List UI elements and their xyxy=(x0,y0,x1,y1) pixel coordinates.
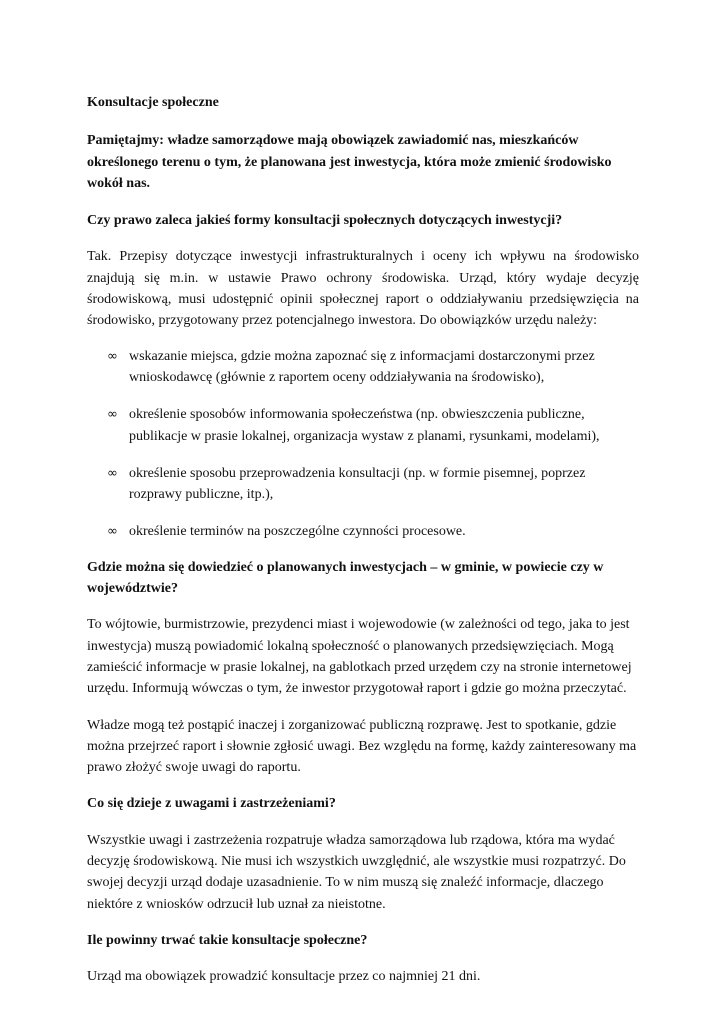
answer-1: Tak. Przepisy dotyczące inwestycji infrastrukturalnych i oceny ich wpływu na środowisko znajdują się m.in. w ustawie Prawo ochrony środowiska. Urząd, który wydaje decyzję środowiskową, musi udostępnić opinii społecznej raport o oddziaływaniu przedsięwzięcia na środowisko, przygotowany przez potencjalnego inwestora. Do obowiązków urzędu należy: xyxy=(87,249,639,329)
list-item-text: określenie sposobów informowania społeczeństwa (np. obwieszczenia publiczne, publikacje w prasie lokalnej, organizacja wystaw z planami, rysunkami, modelami), xyxy=(129,407,600,444)
list-item xyxy=(87,521,639,542)
list-item-text: wskazanie miejsca, gdzie można zapoznać się z informacjami dostarczonymi przez wnioskodawcę (głównie z raportem oceny oddziaływania na środowisko), xyxy=(129,348,595,385)
infinity-bullet-icon: ∞ xyxy=(107,524,118,540)
answer-2-paragraph-2: Władze mogą też postąpić inaczej i zorganizować publiczną rozprawę. Jest to spotkanie, gdzie można przejrzeć raport i słownie zgłosić uwagi. Bez względu na formę, każdy zainteresowany ma prawo złożyć swoje uwagi do raportu. xyxy=(87,717,637,776)
question-4: Ile powinny trwać takie konsultacje społeczne? xyxy=(87,932,368,948)
obligations-list xyxy=(87,346,639,543)
list-item xyxy=(87,463,639,506)
intro-paragraph: Pamiętajmy: władze samorządowe mają obowiązek zawiadomić nas, mieszkańców określonego terenu o tym, że planowana jest inwestycja, która może zmienić środowisko wokół nas. xyxy=(87,133,612,191)
answer-4: Urząd ma obowiązek prowadzić konsultacje przez co najmniej 21 dni. xyxy=(87,969,481,985)
document-title: Konsultacje społeczne xyxy=(87,95,219,110)
document-page xyxy=(87,92,639,988)
infinity-bullet-icon: ∞ xyxy=(107,407,118,423)
question-1: Czy prawo zaleca jakieś formy konsultacji społecznych dotyczących inwestycji? xyxy=(87,213,563,229)
question-2: Gdzie można się dowiedzieć o planowanych inwestycjach – w gminie, w powiecie czy w województwie? xyxy=(87,559,604,597)
list-item xyxy=(87,404,639,447)
list-item xyxy=(87,346,639,389)
answer-2-paragraph-1: To wójtowie, burmistrzowie, prezydenci miast i wojewodowie (w zależności od tego, jaka to jest inwestycja) muszą powiadomić lokalną społeczność o planowanych przedsięwzięciach. Mogą zamieścić informacje w prasie lokalnej, na gablotkach przed urzędem czy na stronie internetowej urzędu. Informują wówczas o tym, że inwestor przygotował raport i gdzie go można przeczytać. xyxy=(87,617,632,697)
question-3: Co się dzieje z uwagami i zastrzeżeniami? xyxy=(87,796,336,812)
infinity-bullet-icon: ∞ xyxy=(107,348,118,364)
list-item-text: określenie terminów na poszczególne czynności procesowe. xyxy=(129,524,466,540)
list-item-text: określenie sposobu przeprowadzenia konsultacji (np. w formie pisemnej, poprzez rozprawy publiczne, itp.), xyxy=(129,465,586,503)
infinity-bullet-icon: ∞ xyxy=(107,465,118,481)
answer-3: Wszystkie uwagi i zastrzeżenia rozpatruje władza samorządowa lub rządowa, która ma wydać decyzję środowiskową. Nie musi ich wszystkich uwzględnić, ale wszystkie musi rozpatrzyć. Do swojej decyzji urząd dodaje uzasadnienie. To w nim muszą się znaleźć informacje, dlaczego niektóre z wniosków odrzucił lub uznał za nieistotne. xyxy=(87,832,626,912)
